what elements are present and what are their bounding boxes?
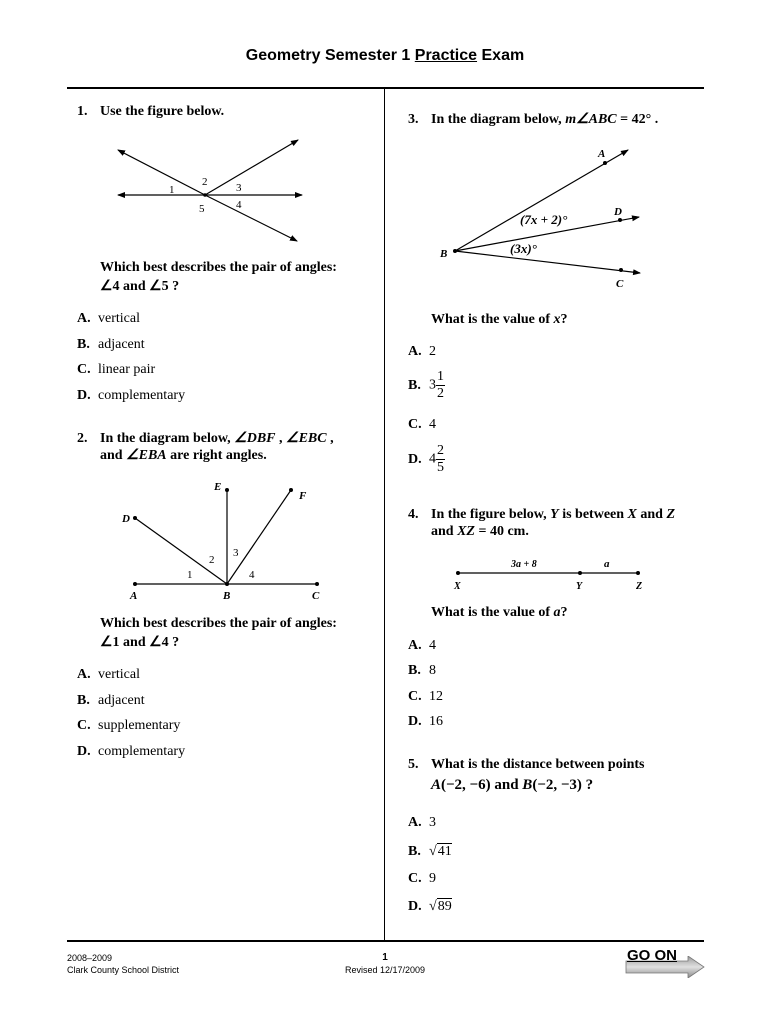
point-label: B xyxy=(223,590,231,602)
question-text-line: Which best describes the pair of angles: xyxy=(100,616,337,631)
answer-option[interactable] xyxy=(408,369,445,402)
answer-option[interactable] xyxy=(77,743,185,761)
q3-ray-bc xyxy=(455,251,640,273)
answer-option[interactable] xyxy=(408,870,436,888)
q1-line-diagonal-1 xyxy=(118,150,205,195)
answer-option[interactable] xyxy=(408,662,436,680)
bottom-rule xyxy=(67,940,704,942)
angle-label: 4 xyxy=(249,569,255,581)
option-letter: A. xyxy=(77,311,91,326)
option-letter: A. xyxy=(408,344,422,359)
answer-option[interactable] xyxy=(408,843,452,861)
question-prompt-line: In the diagram below, ∠DBF , ∠EBC , xyxy=(100,431,334,446)
sqrt-sign: √ xyxy=(429,899,437,914)
q1-angle-label: 2 xyxy=(202,176,208,188)
fraction: $\frac{2}{5}$ xyxy=(437,443,444,475)
answer-option[interactable] xyxy=(77,666,140,684)
answer-option[interactable] xyxy=(77,692,145,710)
point-label: C xyxy=(616,278,624,290)
q2-question xyxy=(100,615,380,652)
sqrt-sign: √ xyxy=(429,844,437,859)
mixed-number-whole: 3 xyxy=(429,377,436,393)
question-number: 2. xyxy=(77,431,88,446)
answer-option[interactable] xyxy=(408,443,445,476)
option-letter: A. xyxy=(77,667,91,682)
answer-option[interactable] xyxy=(408,416,436,434)
option-text: 4 xyxy=(429,638,436,653)
answer-option[interactable] xyxy=(408,688,443,706)
point-label: Y xyxy=(576,581,583,592)
question-prompt-line: What is the distance between points xyxy=(431,757,645,772)
q2-ray-bd xyxy=(135,518,227,584)
q1-angle-label: 5 xyxy=(199,203,205,215)
option-text: complementary xyxy=(98,388,186,403)
footer-years: 2008–2009 xyxy=(67,953,113,963)
answer-option[interactable] xyxy=(77,387,185,405)
angle-label: 3 xyxy=(233,547,239,559)
option-letter: B. xyxy=(408,844,421,859)
option-text: linear pair xyxy=(98,362,156,377)
point-label: E xyxy=(214,481,222,493)
fraction: $\frac{1}{2}$ xyxy=(437,369,444,401)
footer-center xyxy=(330,952,440,976)
option-text: 2 xyxy=(429,344,436,359)
question-number: 3. xyxy=(408,112,419,127)
option-letter: C. xyxy=(408,417,422,432)
q3-figure xyxy=(430,140,660,295)
q1-angle-label: 4 xyxy=(236,199,242,211)
question-4 xyxy=(408,506,708,546)
go-on-label: GO ON xyxy=(627,947,678,964)
answer-option[interactable] xyxy=(77,336,145,354)
top-rule xyxy=(67,87,704,89)
question-3 xyxy=(408,111,708,131)
option-text: complementary xyxy=(98,744,186,759)
page-number: 1 xyxy=(382,952,388,963)
q1-angle-label: 3 xyxy=(236,182,242,194)
question-text-line: ∠1 and ∠4 ? xyxy=(100,635,180,650)
option-text: 4 xyxy=(429,417,436,432)
option-letter: B. xyxy=(77,337,90,352)
answer-option[interactable] xyxy=(408,898,452,916)
option-text: 9 xyxy=(429,871,436,886)
point-label: C xyxy=(312,590,320,602)
option-text: 89 xyxy=(437,899,452,914)
q3-question: What is the value of x? xyxy=(431,312,568,327)
point-label: D xyxy=(614,206,622,218)
point-label: A xyxy=(598,148,606,160)
answer-option[interactable] xyxy=(408,637,436,655)
answer-option[interactable] xyxy=(77,361,155,379)
option-text: 41 xyxy=(437,844,452,859)
option-text: adjacent xyxy=(98,337,145,352)
option-letter: D. xyxy=(408,451,422,467)
question-prompt-line: A(−2, −6) and B(−2, −3) ? xyxy=(431,777,594,793)
option-letter: D. xyxy=(77,388,91,403)
mixed-number-whole: 4 xyxy=(429,451,436,467)
question-2 xyxy=(77,430,377,470)
q2-figure xyxy=(120,478,340,603)
q1-question xyxy=(100,259,380,296)
point-label: D xyxy=(122,513,130,525)
option-text: 16 xyxy=(429,714,443,729)
question-number: 4. xyxy=(408,507,419,522)
point-label: F xyxy=(299,490,307,502)
option-letter: D. xyxy=(77,744,91,759)
option-letter: A. xyxy=(408,638,422,653)
option-letter: D. xyxy=(408,714,422,729)
q1-figure xyxy=(110,135,310,250)
q4-figure xyxy=(440,555,660,595)
option-letter: D. xyxy=(408,899,422,914)
option-letter: C. xyxy=(408,871,422,886)
option-text: vertical xyxy=(98,667,140,682)
point-label: X xyxy=(454,581,461,592)
question-text-line: ∠4 and ∠5 ? xyxy=(100,279,180,294)
q1-angle-label: 1 xyxy=(169,184,175,196)
option-text: supplementary xyxy=(98,718,181,733)
option-text: vertical xyxy=(98,311,140,326)
option-letter: B. xyxy=(408,663,421,678)
question-1 xyxy=(77,103,377,123)
option-letter: C. xyxy=(77,362,91,377)
question-number: 5. xyxy=(408,757,419,772)
option-text: 3 xyxy=(429,815,436,830)
angle-label: 1 xyxy=(187,569,193,581)
answer-option[interactable] xyxy=(408,343,436,361)
answer-option[interactable] xyxy=(77,310,140,328)
go-on-badge[interactable] xyxy=(624,948,706,978)
question-prompt-line: and ∠EBA are right angles. xyxy=(100,448,267,463)
question-prompt-line: and XZ = 40 cm. xyxy=(431,524,529,539)
revised-date: Revised 12/17/2009 xyxy=(344,965,426,975)
answer-option[interactable] xyxy=(408,713,443,731)
angle-expression: (3x)° xyxy=(510,241,537,256)
option-letter: C. xyxy=(77,718,91,733)
question-5 xyxy=(408,756,708,800)
q4-question: What is the value of a? xyxy=(431,605,568,620)
segment-label: a xyxy=(604,558,610,570)
option-letter: A. xyxy=(408,815,422,830)
q3-ray-ba xyxy=(455,150,628,251)
footer-left xyxy=(67,952,179,976)
question-prompt-line: In the figure below, Y is between X and Z xyxy=(431,507,676,522)
option-text: 8 xyxy=(429,663,436,678)
q2-ray-bf xyxy=(227,490,291,584)
q1-ray xyxy=(205,140,298,195)
question-text-line: Which best describes the pair of angles: xyxy=(100,260,337,275)
segment-label: 3a + 8 xyxy=(511,559,537,570)
page-title: Geometry Semester 1 Practice Exam xyxy=(245,47,525,64)
point-label: B xyxy=(440,248,448,260)
question-prompt: Use the figure below. xyxy=(100,104,225,119)
footer-district: Clark County School District xyxy=(67,965,180,975)
answer-option[interactable] xyxy=(77,717,180,735)
option-text: adjacent xyxy=(98,693,145,708)
option-letter: C. xyxy=(408,689,422,704)
angle-expression: (7x + 2)° xyxy=(520,212,568,227)
point-label: A xyxy=(130,590,138,602)
option-letter: B. xyxy=(77,693,90,708)
question-number: 1. xyxy=(77,104,88,119)
question-prompt: In the diagram below, m∠ABC = 42° . xyxy=(431,112,659,127)
angle-label: 2 xyxy=(209,554,215,566)
answer-option[interactable] xyxy=(408,814,436,832)
option-text: 12 xyxy=(429,689,443,704)
point-label: Z xyxy=(636,581,643,592)
option-letter: B. xyxy=(408,377,421,393)
column-divider xyxy=(384,89,385,940)
